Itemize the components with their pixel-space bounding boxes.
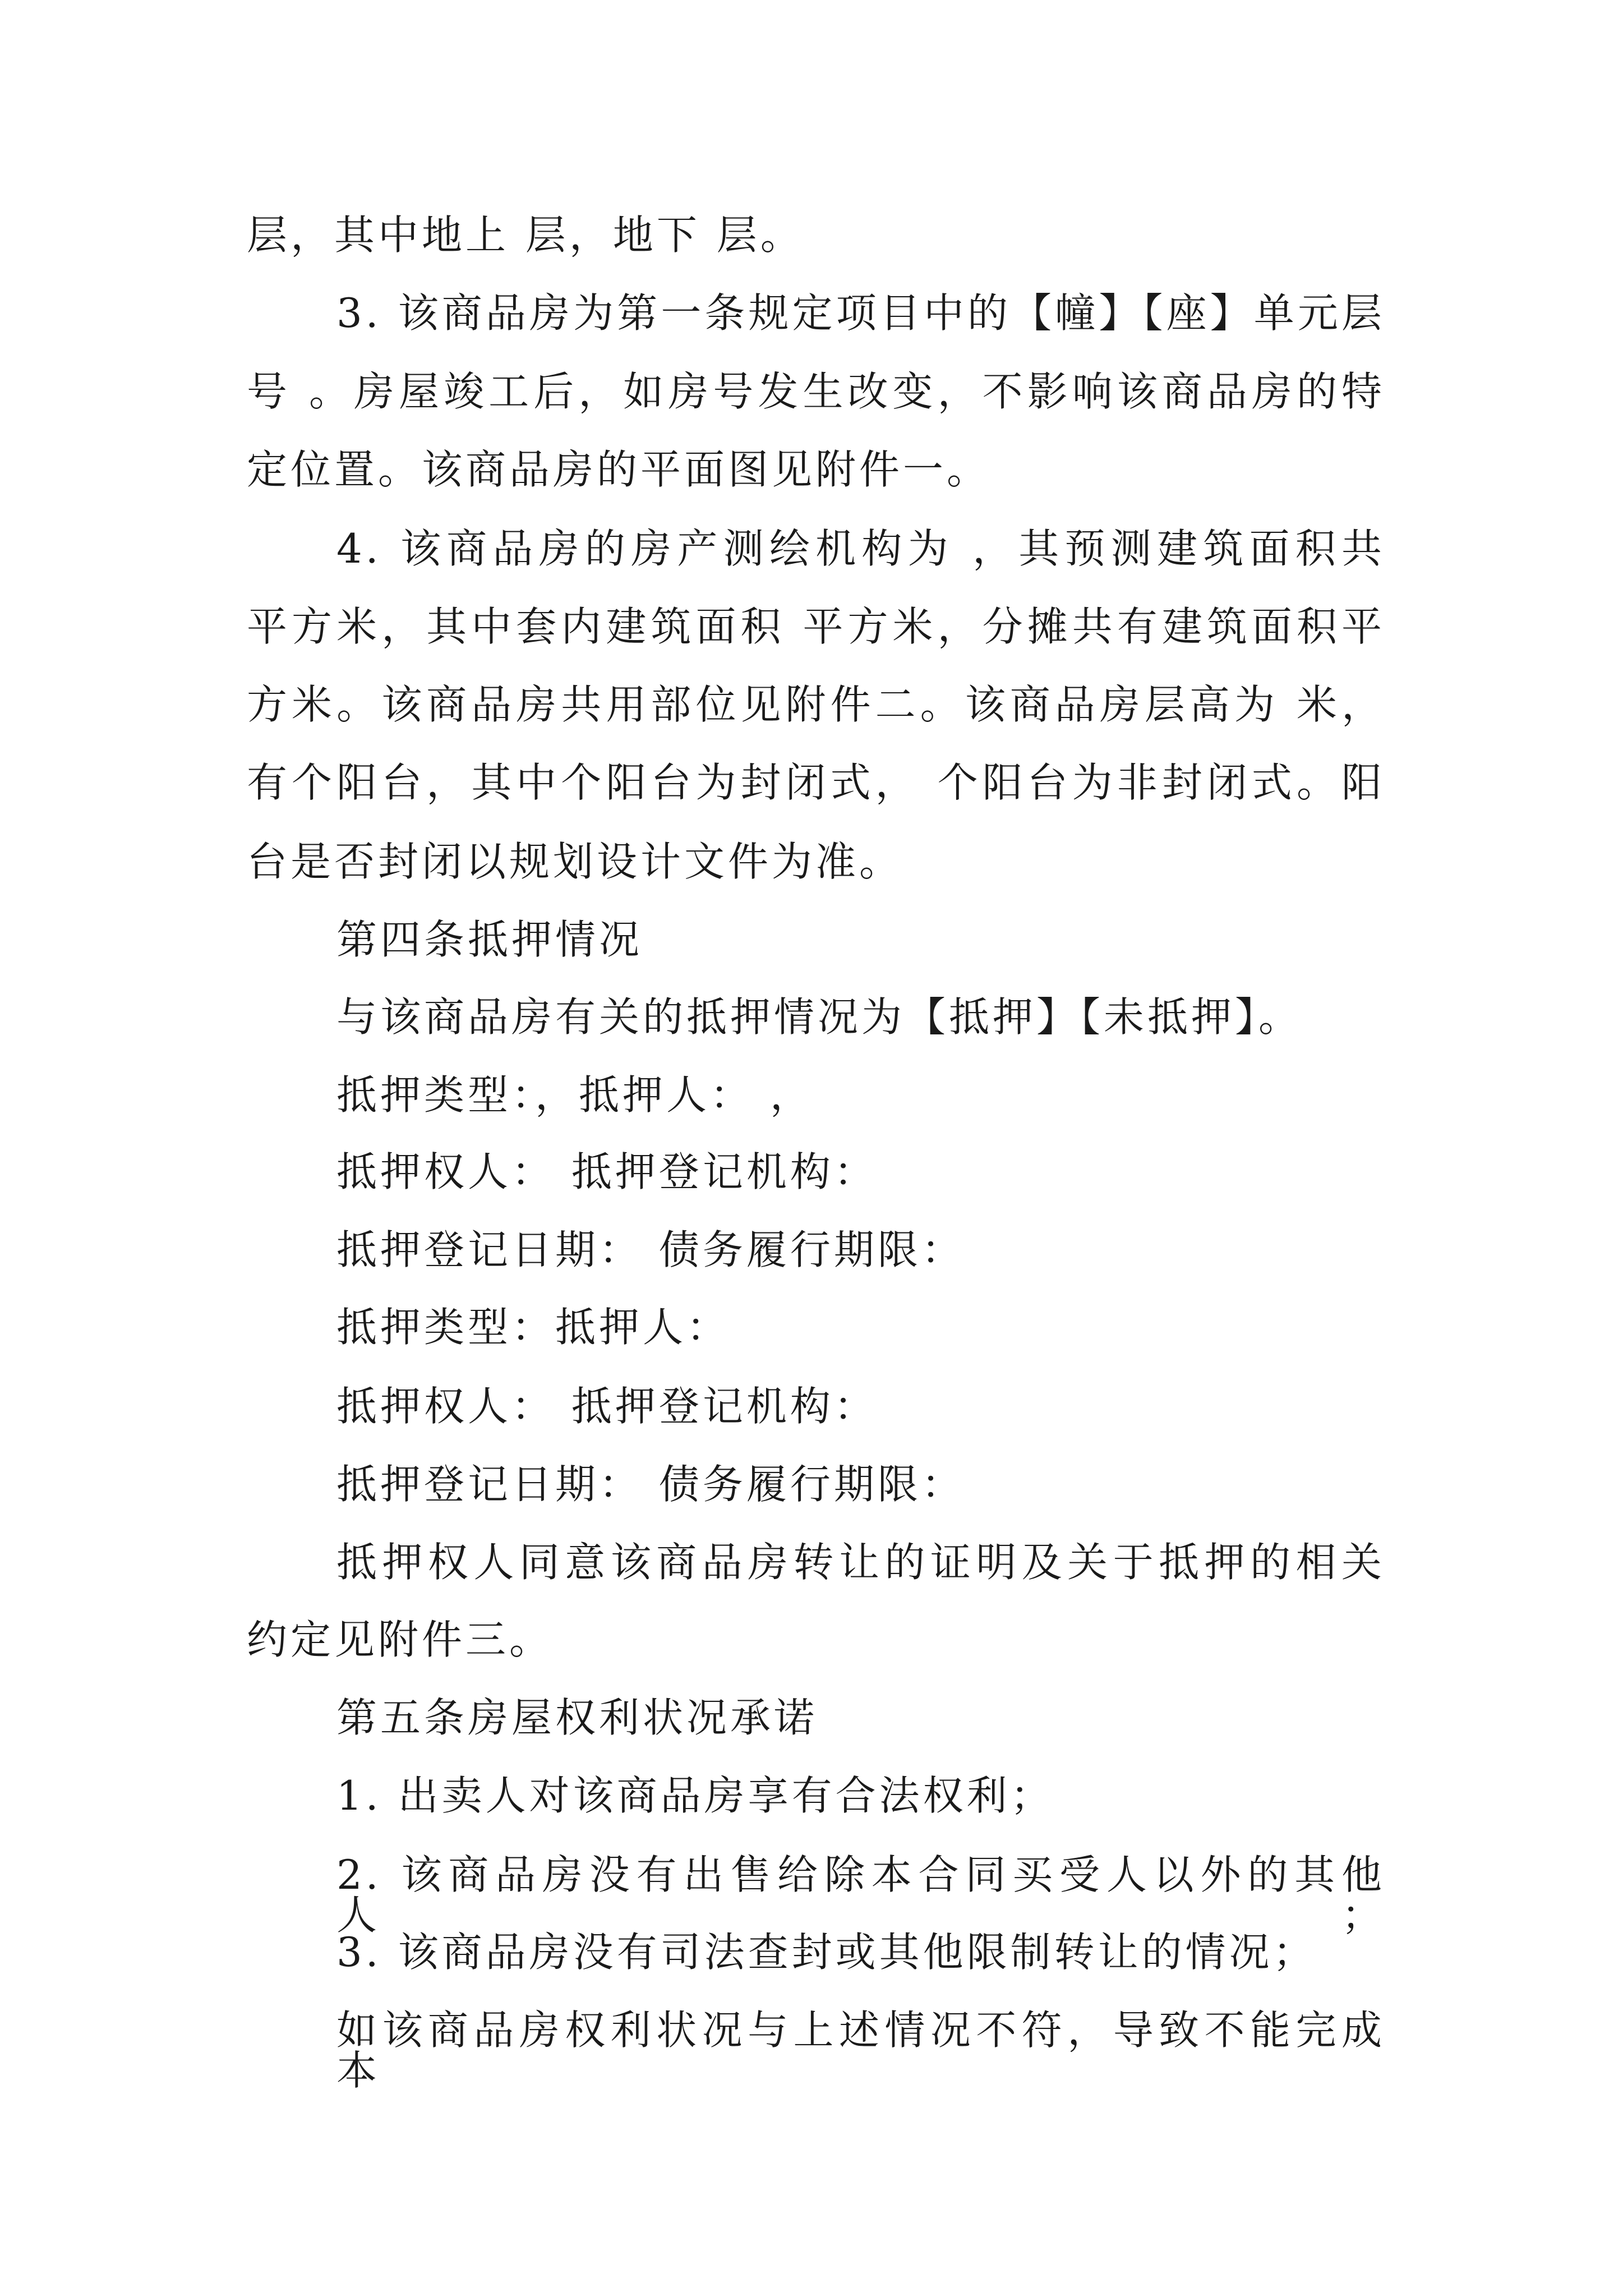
document-line-17: 抵押登记日期： 债务履行期限： — [336, 1461, 965, 1508]
document-line-3: 号 。房屋竣工后，如房号发生改变，不影响该商品房的特 — [247, 368, 1385, 415]
document-line-22: 2. 该商品房没有出售给除本合同买受人以外的其他人； — [336, 1851, 1385, 1939]
document-line-16: 抵押权人： 抵押登记机构： — [336, 1383, 878, 1430]
document-line-1: 层，其中地上 层，地下 层。 — [247, 211, 804, 259]
document-line-5: 4. 该商品房的房产测绘机构为 ，其预测建筑面积共 — [336, 525, 1385, 572]
document-line-9: 台是否封闭以规划设计文件为准。 — [247, 838, 903, 885]
document-line-4: 定位置。该商品房的平面图见附件一。 — [247, 446, 991, 493]
document-line-18: 抵押权人同意该商品房转让的证明及关于抵押的相关 — [336, 1539, 1385, 1586]
document-line-11: 与该商品房有关的抵押情况为【抵押】【未抵押】。 — [336, 993, 1303, 1041]
document-line-10: 第四条抵押情况 — [336, 916, 643, 963]
document-line-7: 方米。该商品房共用部位见附件二。该商品房层高为 米， — [247, 681, 1385, 728]
document-line-21: 1. 出卖人对该商品房享有合法权利； — [336, 1772, 1054, 1819]
document-line-6: 平方米，其中套内建筑面积 平方米，分摊共有建筑面积平 — [247, 603, 1385, 650]
document-line-19: 约定见附件三。 — [247, 1616, 554, 1663]
document-line-23: 3. 该商品房没有司法查封或其他限制转让的情况； — [336, 1929, 1317, 1976]
document-line-12: 抵押类型：，抵押人： ， — [336, 1071, 814, 1119]
document-line-15: 抵押类型：抵押人： — [336, 1304, 731, 1351]
document-line-13: 抵押权人： 抵押登记机构： — [336, 1148, 878, 1195]
document-line-24: 如该商品房权利状况与上述情况不符，导致不能完成本 — [336, 2007, 1385, 2094]
document-line-2: 3. 该商品房为第一条规定项目中的【幢】【座】单元层 — [336, 289, 1385, 337]
document-line-20: 第五条房屋权利状况承诺 — [336, 1694, 818, 1741]
document-line-14: 抵押登记日期： 债务履行期限： — [336, 1226, 965, 1273]
document-line-8: 有个阳台，其中个阳台为封闭式， 个阳台为非封闭式。阳 — [247, 759, 1385, 806]
